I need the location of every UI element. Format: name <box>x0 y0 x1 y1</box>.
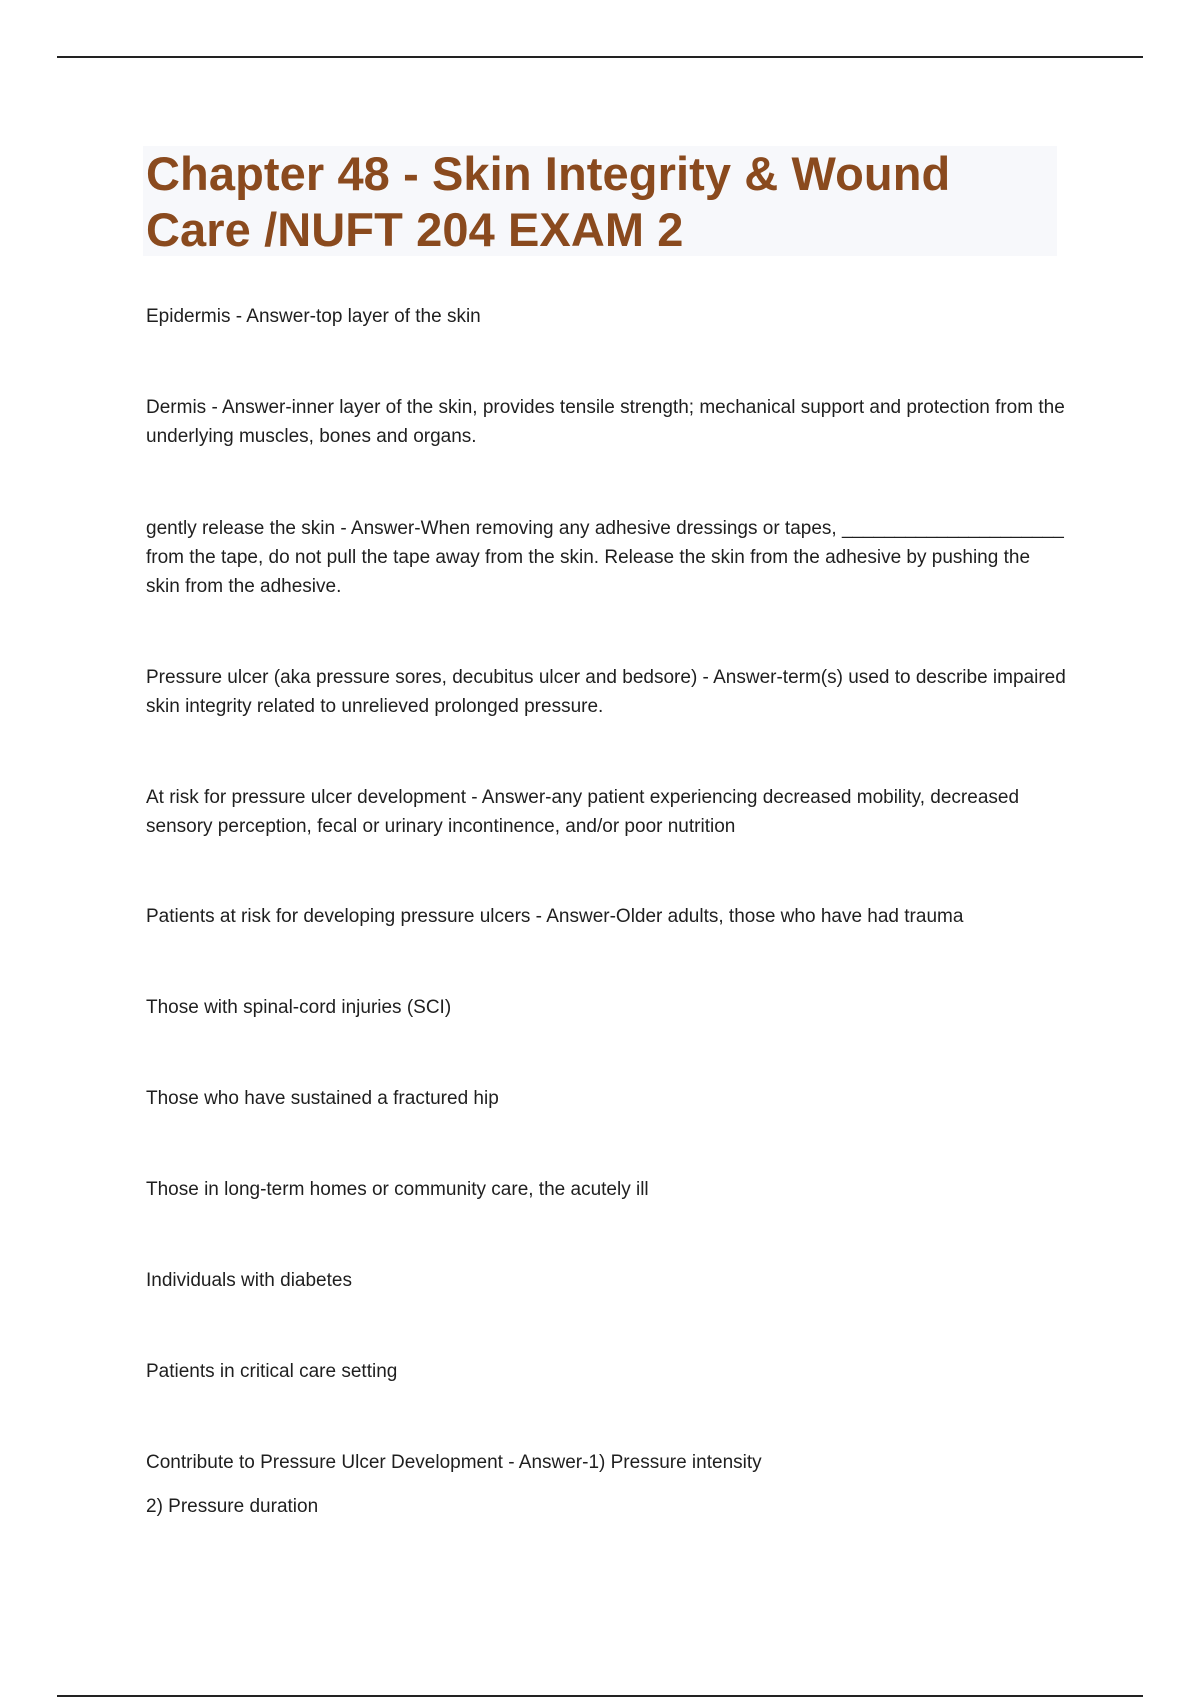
qa-entry-patients-at-risk: Patients at risk for developing pressure ulcers - Answer-Older adults, those who have had trauma <box>146 906 964 927</box>
qa-entry-contributing-factors: Contribute to Pressure Ulcer Development - Answer-1) Pressure intensity <box>146 1452 762 1473</box>
list-item-fractured-hip: Those who have sustained a fractured hip <box>146 1088 499 1109</box>
qa-entry-dermis: Dermis - Answer-inner layer of the skin, provides tensile strength; mechanical support and protection from the underlying muscles, bones and organs. <box>146 397 1065 447</box>
list-item-diabetes: Individuals with diabetes <box>146 1270 352 1291</box>
qa-entry-contributing-factors-2: 2) Pressure duration <box>146 1496 319 1517</box>
qa-entry-pressure-ulcer: Pressure ulcer (aka pressure sores, decubitus ulcer and bedsore) - Answer-term(s) used to describe impaired skin integrity related to unrelieved prolonged pressure. <box>146 667 1066 717</box>
list-item-critical-care: Patients in critical care setting <box>146 1361 398 1382</box>
list-item-sci: Those with spinal-cord injuries (SCI) <box>146 997 452 1018</box>
qa-entry-at-risk: At risk for pressure ulcer development - Answer-any patient experiencing decreased mobility, decreased sensory perception, fecal or urinary incontinence, and/or poor nutrition <box>146 787 1020 837</box>
top-rule <box>57 56 1143 58</box>
title-block <box>143 146 1057 256</box>
list-item-long-term-care: Those in long-term homes or community care, the acutely ill <box>146 1179 649 1200</box>
qa-entry-release-skin: gently release the skin - Answer-When removing any adhesive dressings or tapes, _____________________ from the tape, do not pull the tape away from the skin. Release the skin from the adhesive by pushing the skin from the adhesive. <box>146 518 1064 597</box>
document-title: Chapter 48 - Skin Integrity & Wound Care /NUFT 204 EXAM 2 <box>146 147 951 256</box>
qa-entry-epidermis: Epidermis - Answer-top layer of the skin <box>146 306 481 327</box>
bottom-rule <box>57 1695 1143 1697</box>
